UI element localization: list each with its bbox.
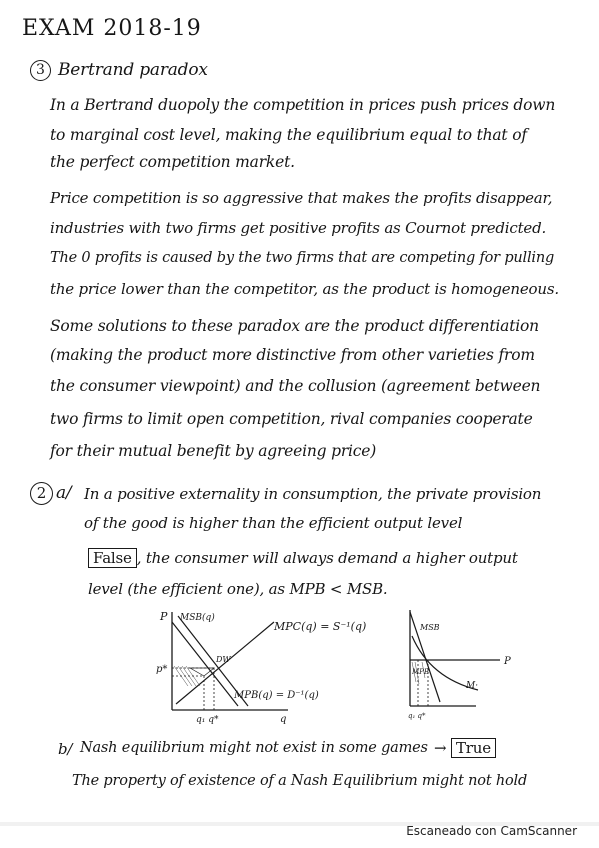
externality-graph-left bbox=[150, 606, 390, 726]
answer-b-true-box: True bbox=[451, 738, 496, 758]
q3-p2-line-2: industries with two firms get positive profits as Cournot predicted. bbox=[50, 219, 547, 237]
graph1-dwl: DW bbox=[216, 655, 231, 664]
graph1-mpb: MPB(q) = D⁻¹(q) bbox=[234, 690, 319, 701]
part-b-statement: Nash equilibrium might not exist in some games bbox=[80, 740, 428, 756]
graph2-m: M· bbox=[466, 681, 479, 691]
q3-p2-line-4: the price lower than the competitor, as the product is homogeneous. bbox=[50, 280, 559, 298]
part-a-line-2: of the good is higher than the efficient output level bbox=[84, 514, 463, 532]
q3-p2-line-1: Price competition is so aggressive that makes the profits disappear, bbox=[50, 189, 553, 207]
q3-p3-line-1: Some solutions to these paradox are the product differentiation bbox=[50, 317, 539, 335]
externality-graph-right bbox=[400, 606, 520, 726]
answer-a-line-2: level (the efficient one), as MPB < MSB. bbox=[88, 580, 388, 598]
graph1-pstar: p* bbox=[156, 664, 168, 675]
q3-p1-line-1: In a Bertrand duopoly the competition in prices push prices down bbox=[50, 96, 556, 114]
question-3-number: 3 bbox=[30, 60, 51, 81]
q3-p1-line-3: the perfect competition market. bbox=[50, 153, 295, 171]
part-b-answer: → True bbox=[434, 738, 496, 758]
graph2-p: P bbox=[504, 656, 511, 667]
q3-p3-line-2: (making the product more distinctive from other varieties from bbox=[50, 346, 535, 364]
graph2-msb: MSB bbox=[420, 623, 440, 632]
graph1-mpc: MPC(q) = S⁻¹(q) bbox=[274, 620, 367, 633]
part-a-line-1: In a positive externality in consumption, the private provision bbox=[84, 485, 542, 503]
graph2-mpb: MPB bbox=[412, 668, 430, 676]
q3-p1-line-2: to marginal cost level, making the equilibrium equal to that of bbox=[50, 126, 527, 144]
q3-p3-line-3: the consumer viewpoint) and the collusion (agreement between bbox=[50, 377, 541, 395]
part-a-label: a/ bbox=[56, 483, 72, 503]
answer-a-line-1 bbox=[88, 548, 518, 568]
question-2-number: 2 bbox=[30, 482, 53, 505]
q3-p3-line-4: two firms to limit open competition, rival companies cooperate bbox=[50, 410, 533, 428]
graph1-q-labels: q₁ q* bbox=[196, 715, 219, 725]
graph2-q-labels: q₁ q* bbox=[408, 712, 426, 720]
graph1-x-axis: q bbox=[280, 714, 287, 725]
graph1-msb: MSB(q) bbox=[180, 613, 215, 623]
answer-a-false-box: False bbox=[88, 548, 137, 568]
graph1-y-axis: P bbox=[160, 610, 168, 623]
camscanner-watermark: Escaneado con CamScanner bbox=[406, 824, 577, 838]
part-b-line-2: The property of existence of a Nash Equilibrium might not hold bbox=[72, 773, 528, 789]
q3-p3-line-5: for their mutual benefit by agreeing price) bbox=[50, 442, 377, 460]
answer-a-rest-1: , the consumer will always demand a higher output bbox=[136, 549, 518, 567]
q3-p2-line-3: The 0 profits is caused by the two firms that are competing for pulling bbox=[50, 250, 555, 266]
exam-title: EXAM 2018-19 bbox=[22, 16, 202, 41]
part-b-label: b/ bbox=[58, 740, 73, 758]
question-3-heading: Bertrand paradox bbox=[58, 60, 208, 80]
